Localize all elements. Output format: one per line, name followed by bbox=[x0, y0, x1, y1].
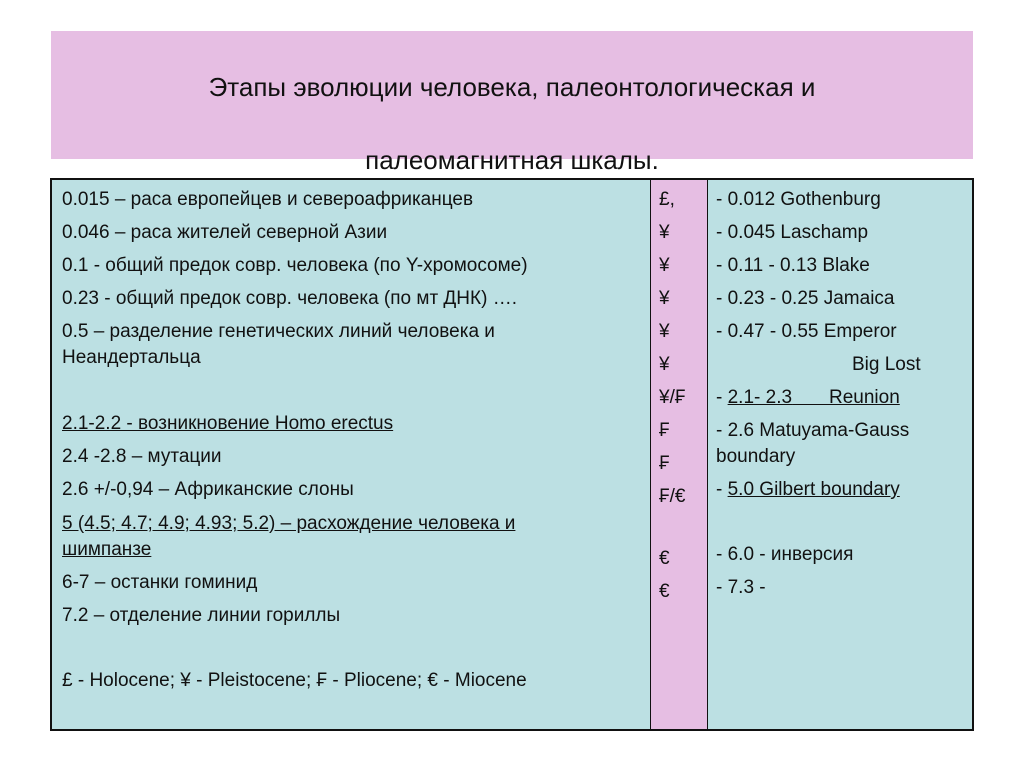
magnetic-event bbox=[716, 386, 900, 410]
event-line: 5 (4.5; 4.7; 4.9; 4.93; 5.2) – расхождение человека и bbox=[62, 513, 516, 534]
magnetic-event: - 0.012 Gothenburg bbox=[716, 189, 881, 210]
event-line: шимпанзе bbox=[62, 539, 152, 560]
event-line: 0.046 – раса жителей северной Азии bbox=[62, 222, 388, 243]
magnetic-event bbox=[716, 478, 900, 502]
epoch-symbol: ¥ bbox=[659, 288, 670, 309]
magnetic-event: - 0.045 Laschamp bbox=[716, 222, 869, 243]
epoch-symbol: ¥/₣ bbox=[659, 387, 686, 408]
magnetic-event-prefix: - bbox=[716, 479, 728, 500]
event-line: Неандертальца bbox=[62, 347, 201, 368]
event-line: 0.015 – раса европейцев и североафриканцев bbox=[62, 189, 474, 210]
magnetic-event: - 0.23 - 0.25 Jamaica bbox=[716, 288, 895, 309]
magnetic-event: Big Lost bbox=[852, 354, 921, 375]
magnetic-event: - 2.6 Matuyama-Gauss bbox=[716, 420, 910, 441]
magnetic-event-range: 2.1- 2.3 bbox=[727, 387, 793, 408]
epoch-symbol: ¥ bbox=[659, 321, 670, 342]
event-line: 0.5 – разделение генетических линий человека и bbox=[62, 321, 495, 342]
epoch-symbol: ₣ bbox=[659, 453, 670, 474]
event-line: 7.2 – отделение линии гориллы bbox=[62, 605, 341, 626]
magnetic-event-gap bbox=[792, 387, 829, 408]
magnetic-event-prefix: - bbox=[716, 387, 728, 408]
epoch-symbol: ¥ bbox=[659, 222, 670, 243]
data-table bbox=[50, 178, 974, 731]
event-line: 0.1 - общий предок совр. человека (по Y-хромосоме) bbox=[62, 255, 528, 276]
epoch-column bbox=[651, 180, 708, 729]
event-line: 2.4 -2.8 – мутации bbox=[62, 446, 222, 467]
magnetic-event: - 0.47 - 0.55 Emperor bbox=[716, 321, 897, 342]
title-banner bbox=[51, 31, 973, 175]
events-column bbox=[52, 180, 651, 729]
epoch-symbol: ₣/€ bbox=[659, 486, 686, 507]
event-line: 6-7 – останки гоминид bbox=[62, 572, 258, 593]
epoch-symbol: ¥ bbox=[659, 354, 670, 375]
epoch-symbol: ¥ bbox=[659, 255, 670, 276]
paleomagnetic-column bbox=[708, 180, 972, 729]
magnetic-event: - 6.0 - инверсия bbox=[716, 544, 854, 565]
magnetic-event-name: 5.0 Gilbert boundary bbox=[727, 479, 900, 500]
epoch-legend: £ - Holocene; ¥ - Pleistocene; ₣ - Pliocene; € - Miocene bbox=[62, 670, 527, 691]
magnetic-event: - 7.3 - bbox=[716, 577, 766, 598]
epoch-symbol: £, bbox=[659, 189, 675, 210]
epoch-symbol: € bbox=[659, 548, 670, 569]
event-line: 2.6 +/-0,94 – Африканские слоны bbox=[62, 479, 354, 500]
event-line: 2.1-2.2 - возникновение Homo erectus bbox=[62, 413, 394, 434]
magnetic-event-name: Reunion bbox=[829, 387, 900, 408]
epoch-symbol: ₣ bbox=[659, 420, 670, 441]
title-line-2: палеомагнитная шкалы. bbox=[365, 145, 659, 175]
magnetic-event: boundary bbox=[716, 446, 796, 467]
magnetic-event: - 0.11 - 0.13 Blake bbox=[716, 255, 870, 276]
epoch-symbol: € bbox=[659, 581, 670, 602]
event-line: 0.23 - общий предок совр. человека (по мт ДНК) …. bbox=[62, 288, 517, 309]
title-line-1: Этапы эволюции человека, палеонтологическая и bbox=[208, 72, 816, 102]
